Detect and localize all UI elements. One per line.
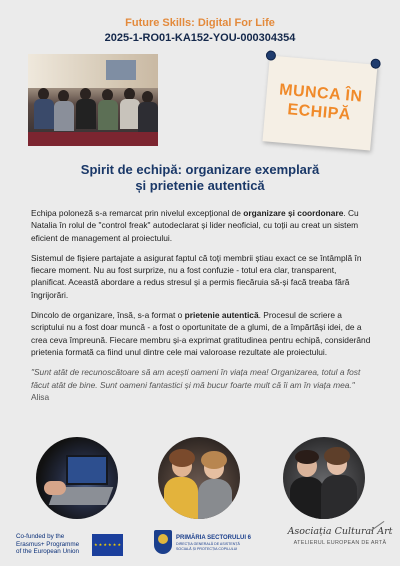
cofund-line: Erasmus+ Programme bbox=[16, 540, 80, 548]
project-title: Future Skills: Digital For Life bbox=[125, 17, 275, 29]
paragraph-text: Dincolo de organizare, însă, s-a format o bbox=[31, 310, 185, 321]
pushpin-icon bbox=[370, 58, 381, 69]
primaria-department: SOCIALĂ ȘI PROTECȚIA COPILULUI bbox=[176, 546, 238, 551]
paragraph-shared-files: Sistemul de fișiere partajate a asigurat faptul că toți membrii știau exact ce se întâmplă în fiecare moment. Nu au fost surprize, nu a fost confuzie - totul era clar, transparent, planificat. Această abordare a redus stresul și a permis fiecăruia să-și facă treaba fără îngrijorări. bbox=[31, 252, 362, 300]
quote-text: "Sunt atât de recunoscătoare să am acești oameni în viața mea! Organizarea, totul a fost făcut atât de bine. Sunt oameni fantastici și mă bucur foarte mult că îi am în viața mea." bbox=[31, 367, 361, 390]
paragraph-friendship bbox=[31, 309, 371, 358]
emphasis-text: prietenie autentică bbox=[184, 310, 259, 321]
sticky-note-line2: ECHIPĂ bbox=[286, 101, 352, 124]
cofund-line: Co-funded by the bbox=[16, 533, 65, 540]
atelier-logo bbox=[285, 526, 395, 546]
testimonial-quote bbox=[31, 366, 371, 403]
erasmus-cofund-text bbox=[16, 533, 79, 556]
paragraph-text: Echipa poloneză s-a remarcat prin nivelul excepțional de bbox=[31, 208, 244, 218]
sticky-note-line1: MUNCA ÎN bbox=[278, 81, 364, 106]
project-code: 2025-1-RO01-KA152-YOU-000304354 bbox=[104, 32, 296, 44]
article-title bbox=[0, 162, 400, 194]
laptop-photo bbox=[36, 437, 118, 519]
sector6-crest-icon bbox=[154, 530, 172, 554]
article-body bbox=[31, 207, 371, 411]
two-students-photo bbox=[283, 437, 365, 519]
page-header bbox=[0, 16, 400, 45]
atelier-signature: Asociația Cultural Art bbox=[287, 526, 393, 537]
paragraph-text: . Procesul de scriere a scriptului nu a fost doar muncă - a fost o oportunitate de a glumi, de a împărtăși idei, de a crea ceva împreună. Fiecare membru și-a exprimat gratitudinea pentru echipă, considerând prietenia formată ca fiind unul dintre cele mai valoroase rezultate ale proiectului. bbox=[31, 310, 371, 357]
primaria-name: PRIMĂRIA SECTORULUI 6 bbox=[176, 535, 252, 541]
paragraph-organization bbox=[31, 207, 371, 244]
pushpin-icon bbox=[266, 50, 277, 61]
eu-flag-icon bbox=[92, 534, 123, 556]
atelier-name: ATELIERUL EUROPEAN DE ARTĂ bbox=[293, 540, 387, 546]
primaria-department: DIRECȚIA GENERALĂ DE ASISTENȚĂ bbox=[176, 542, 240, 546]
emphasis-text: organizare și coordonare bbox=[243, 208, 344, 218]
two-girls-photo bbox=[158, 437, 240, 519]
eu-stars: ★ ★ ★ ★ ★ ★ bbox=[93, 542, 122, 547]
quote-author: Alisa bbox=[31, 391, 50, 402]
article-title-line2: și prietenie autentică bbox=[135, 178, 265, 193]
primaria-logo-text bbox=[176, 535, 286, 551]
cofund-line: of the European Union bbox=[16, 548, 80, 556]
team-work-sticky-note bbox=[262, 55, 377, 150]
article-title-line1: Spirit de echipă: organizare exemplară bbox=[80, 162, 320, 177]
footer-logos bbox=[0, 522, 400, 566]
paragraph-text: . Cu Natalia în rolul de "control freak" autodeclarat și lider neoficial, cu toții au creat un sistem eficient de management al proiectului. bbox=[31, 208, 359, 243]
group-photo bbox=[28, 54, 158, 146]
